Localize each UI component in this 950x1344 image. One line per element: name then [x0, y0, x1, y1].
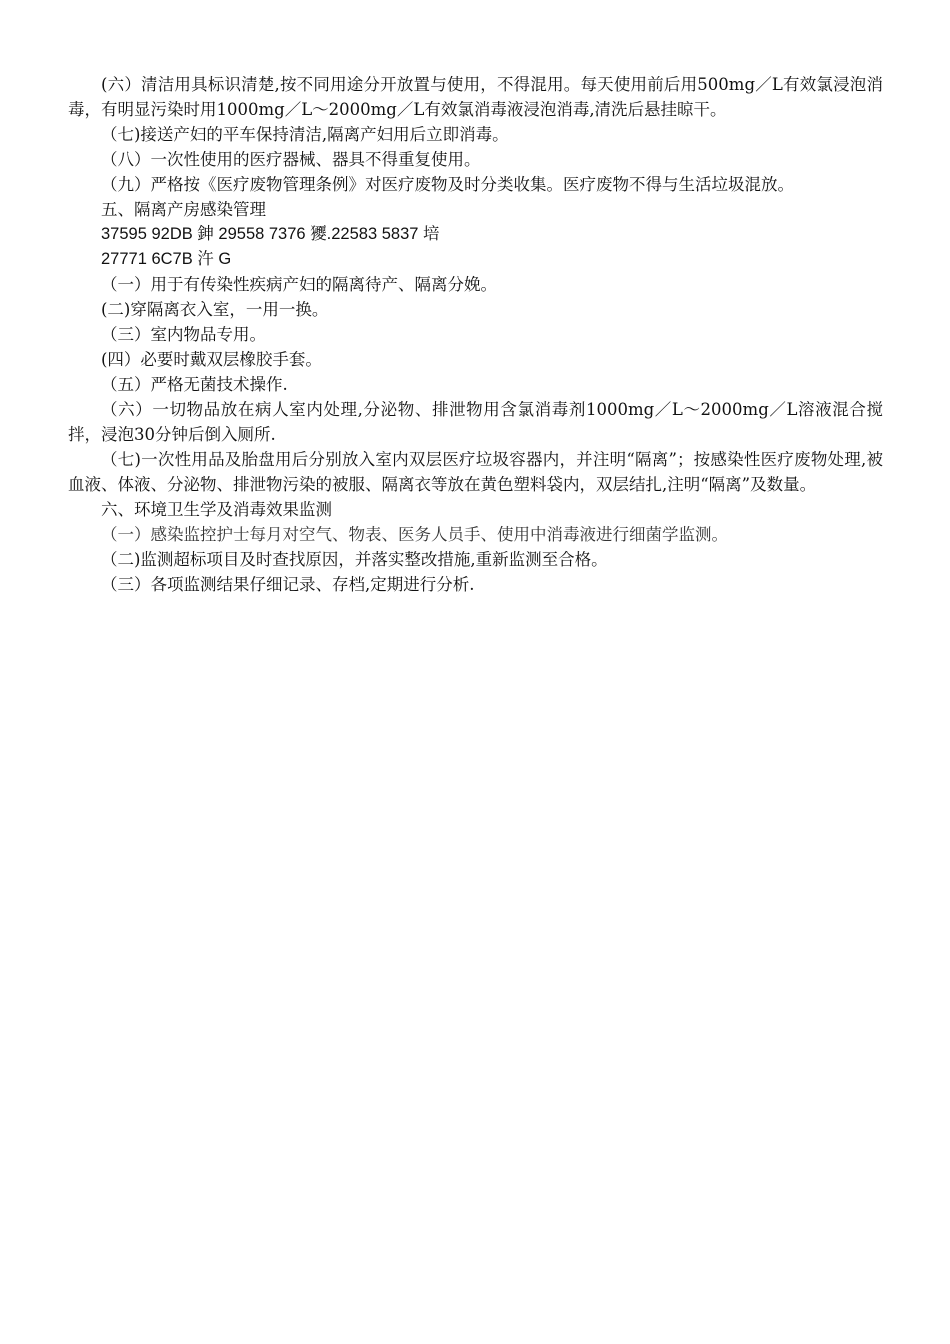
paragraph-stretcher-cleaning: （七)接送产妇的平车保持清洁,隔离产妇用后立即消毒。 [101, 125, 509, 144]
paragraph-item-handling: （六）一切物品放在病人室内处理,分泌物、排泄物用含氯消毒剂1000mg／L～2000mg／L溶液混合搅拌，浸泡30分钟后倒入厕所. [68, 400, 883, 444]
garbled-code-line-1: 37595 92DB 鉮 29558 7376 獿.22583 5837 培 [101, 225, 440, 243]
paragraph-double-gloves: (四）必要时戴双层橡胶手套。 [101, 350, 322, 369]
paragraph-exceedance-followup: （二)监测超标项目及时查找原因，并落实整改措施,重新监测至合格。 [101, 550, 608, 569]
paragraph-monthly-monitoring: （一）感染监控护士每月对空气、物表、医务人员手、使用中消毒液进行细菌学监测。 [101, 525, 728, 544]
garbled-code-line-2: 27771 6C7B 汻 G [101, 250, 232, 268]
paragraph-cleaning-tools: (六）清洁用具标识清楚,按不同用途分开放置与使用，不得混用。每天使用前后用500mg／L有效氯浸泡消毒，有明显污染时用1000mg／L～2000mg／L有效氯消毒液浸泡消毒,清洗后悬挂晾干。 [68, 75, 883, 119]
paragraph-aseptic-technique: （五）严格无菌技术操作. [101, 375, 288, 394]
paragraph-medical-waste: （九）严格按《医疗废物管理条例》对医疗废物及时分类收集。医疗废物不得与生活垃圾混放。 [101, 175, 794, 194]
paragraph-isolation-purpose: （一）用于有传染性疾病产妇的隔离待产、隔离分娩。 [101, 275, 497, 294]
paragraph-dedicated-items: （三）室内物品专用。 [101, 325, 266, 344]
paragraph-records-analysis: （三）各项监测结果仔细记录、存档,定期进行分析. [101, 575, 475, 594]
paragraph-isolation-gown: (二)穿隔离衣入室，一用一换。 [101, 300, 329, 319]
paragraph-disposable-devices: （八）一次性使用的医疗器械、器具不得重复使用。 [101, 150, 481, 169]
section-heading-environmental-monitoring: 六、环境卫生学及消毒效果监测 [101, 500, 332, 519]
paragraph-disposable-placenta: （七)一次性用品及胎盘用后分别放入室内双层医疗垃圾容器内，并注明“隔离”；按感染性医疗废物处理,被血液、体液、分泌物、排泄物污染的被服、隔离衣等放在黄色塑料袋内，双层结扎,注明“隔离”及数量。 [68, 450, 883, 494]
section-heading-isolation-delivery-room: 五、隔离产房感染管理 [101, 200, 266, 219]
document-page [68, 72, 883, 597]
